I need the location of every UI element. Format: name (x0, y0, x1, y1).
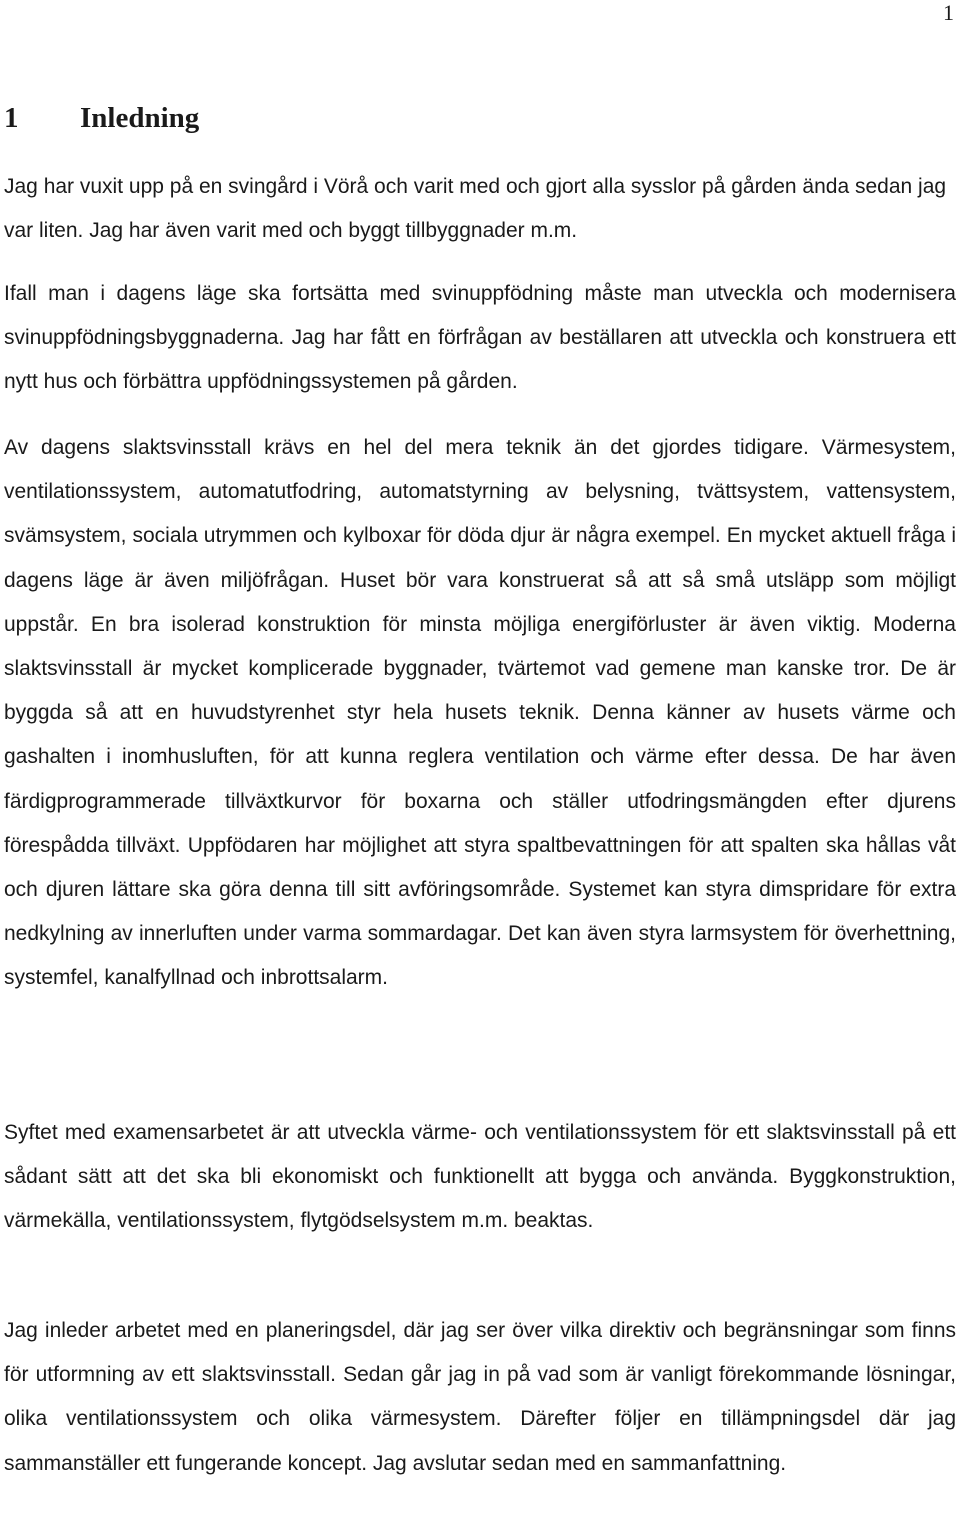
paragraph-request: Ifall man i dagens läge ska fortsätta med svinuppfödning måste man utveckla och modernisera svinuppfödningsbyggnaderna. Jag har fått en förfrågan av beställaren att utveckla och konstruera ett nytt hus och förbättra uppfödningssystemen på gården. (4, 282, 956, 394)
page-number: 1 (943, 0, 954, 25)
paragraph-technology: Av dagens slaktsvinsstall krävs en hel del mera teknik än det gjordes tidigare. Värmesystem, ventilationssystem, automatutfodring, automatstyrning av belysning, tvättsystem, vattensystem, svämsystem, sociala utrymmen och kylboxar för döda djur är några exempel. En mycket aktuell fråga i dagens läge är även miljöfrågan. Huset bör vara konstruerat så att så små utsläpp som möjligt uppstår. En bra isolerad konstruktion för minsta möjliga energiförluster är även viktig. Moderna slaktsvinsstall är mycket komplicerade byggnader, tvärtemot vad gemene man kanske tror. De är byggda så att en huvudstyrenhet styr hela husets teknik. Denna känner av husets värme och gashalten i inomhusluften, för att kunna reglera ventilation och värme efter dessa. De har även färdigprogrammerade tillväxtkurvor för boxarna och ställer utfodringsmängden efter djurens förespådda tillväxt. Uppfödaren har möjlighet att styra spaltbevattningen för att spalten ska hållas våt och djuren lättare ska göra denna till sitt avföringsområde. Systemet kan styra dimspridare för extra nedkylning av innerluften under varma sommardagar. Det kan även styra larmsystem för överhettning, systemfel, kanalfyllnad och inbrottsalarm. (4, 436, 956, 990)
paragraph-outline: Jag inleder arbetet med en planeringsdel, där jag ser över vilka direktiv och begränsningar som finns för utformning av ett slaktsvinsstall. Sedan går jag in på vad som är vanligt förekommande lösningar, olika ventilationssystem och olika värmesystem. Därefter följer en tillämpningsdel där jag sammanställer ett fungerande koncept. Jag avslutar sedan med en sammanfattning. (4, 1319, 956, 1475)
section-number: 1 (4, 102, 19, 134)
section-title: Inledning (80, 102, 200, 134)
paragraph-purpose: Syftet med examensarbetet är att utveckla värme- och ventilationssystem för ett slaktsvinsstall på ett sådant sätt att det ska bli ekonomiskt och funktionellt att bygga och använda. Byggkonstruktion, värmekälla, ventilationssystem, flytgödselsystem m.m. beaktas. (4, 1121, 956, 1233)
paragraph-background: Jag har vuxit upp på en svingård i Vörå och varit med och gjort alla sysslor på gården ända sedan jag var liten. Jag har även varit med och byggt tillbyggnader m.m. (4, 175, 947, 243)
section-heading (4, 100, 199, 136)
